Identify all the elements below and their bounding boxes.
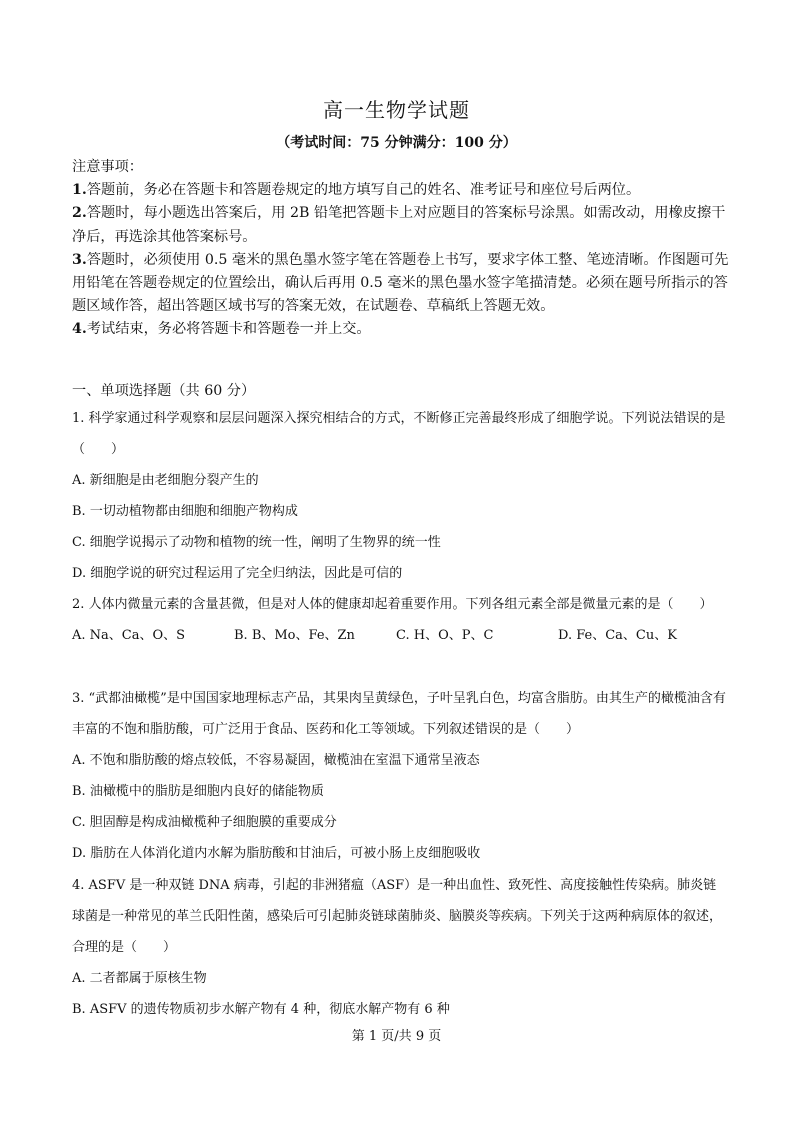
option-row xyxy=(72,620,727,651)
notice-item-4 xyxy=(72,318,732,341)
option-d: D. 细胞学说的研究过程运用了完全归纳法，因此是可信的 xyxy=(72,566,403,581)
notice-text: 答题时，必须使用 0.5 毫米的黑色墨水签字笔在答题卷上书写，要求字体工整、笔迹清晰。作图题可先用铅笔在答题卷规定的位置绘出，确认后再用 0.5 毫米的黑色墨水签字笔描清楚。必须在题号所指示的答题区域作答，超出答题区域书写的答案无效，在试题卷、草稿纸上答题无效。 xyxy=(72,251,729,315)
option-b: B. 一切动植物都由细胞和细胞产物构成 xyxy=(72,504,298,519)
notice-number: 2. xyxy=(72,205,87,222)
notice-item-2 xyxy=(72,202,732,248)
question-4 xyxy=(72,870,727,1025)
question-3 xyxy=(72,683,727,869)
notice-heading: 注意事项： xyxy=(72,159,143,175)
question-stem: 2. 人体内微量元素的含量甚微，但是对人体的健康却起着重要作用。下列各组元素全部是微量元素的是（ ） xyxy=(72,597,713,612)
notice-text: 考试结束，务必将答题卡和答题卷一并上交。 xyxy=(86,321,371,338)
question-1 xyxy=(72,403,727,589)
notice-number: 3. xyxy=(72,251,87,268)
option-d: D. 脂肪在人体消化道内水解为脂肪酸和甘油后，可被小肠上皮细胞吸收 xyxy=(72,846,481,861)
question-2 xyxy=(72,589,727,651)
option-b: B. B、Mo、Fe、Zn xyxy=(234,628,355,643)
page-number: 第 1 页/共 9 页 xyxy=(351,1029,442,1044)
option-b: B. ASFV 的遗传物质初步水解产物有 4 种，彻底水解产物有 6 种 xyxy=(72,1002,450,1017)
option-a: A. 新细胞是由老细胞分裂产生的 xyxy=(72,473,259,488)
notice-number: 4. xyxy=(72,321,87,338)
option-d: D. Fe、Ca、Cu、K xyxy=(558,628,677,643)
option-a: A. Na、Ca、O、S xyxy=(72,628,186,643)
page-title: 高一生物学试题 xyxy=(323,98,470,122)
question-stem: 1. 科学家通过科学观察和层层问题深入探究相结合的方式，不断修正完善最终形成了细胞学说。下列说法错误的是（ ） xyxy=(72,411,726,457)
notice-item-1 xyxy=(72,179,732,202)
option-c: C. H、O、P、C xyxy=(396,628,494,643)
notice-block xyxy=(72,156,732,342)
notice-text: 答题时，每小题选出答案后，用 2B 铅笔把答题卡上对应题目的答案标号涂黑。如需改动，用橡皮擦干净后，再选涂其他答案标号。 xyxy=(72,205,726,245)
option-c: C. 胆固醇是构成油橄榄种子细胞膜的重要成分 xyxy=(72,815,337,830)
notice-number: 1. xyxy=(72,182,87,199)
question-stem: 4. ASFV 是一种双链 DNA 病毒，引起的非洲猪瘟（ASF）是一种出血性、致死性、高度接触性传染病。肺炎链球菌是一种常见的革兰氏阳性菌，感染后可引起肺炎链球菌肺炎、脑膜炎等疾病。下列关于这两种病原体的叙述，合理的是（ ） xyxy=(72,878,723,955)
section-heading: 一、单项选择题（共 60 分） xyxy=(72,383,256,399)
notice-item-3 xyxy=(72,249,732,319)
exam-time-info: （考试时间：75 分钟满分：100 分） xyxy=(276,135,517,151)
option-c: C. 细胞学说揭示了动物和植物的统一性，阐明了生物界的统一性 xyxy=(72,535,441,550)
question-stem: 3. “武都油橄榄”是中国国家地理标志产品，其果肉呈黄绿色，子叶呈乳白色，均富含脂肪。由其生产的橄榄油含有丰富的不饱和脂肪酸，可广泛用于食品、医药和化工等领域。下列叙述错误的是（ ） xyxy=(72,691,726,737)
notice-text: 答题前，务必在答题卡和答题卷规定的地方填写自己的姓名、准考证号和座位号后两位。 xyxy=(86,182,641,199)
option-a: A. 二者都属于原核生物 xyxy=(72,971,207,986)
option-a: A. 不饱和脂肪酸的熔点较低，不容易凝固，橄榄油在室温下通常呈液态 xyxy=(72,753,480,768)
option-b: B. 油橄榄中的脂肪是细胞内良好的储能物质 xyxy=(72,784,324,799)
